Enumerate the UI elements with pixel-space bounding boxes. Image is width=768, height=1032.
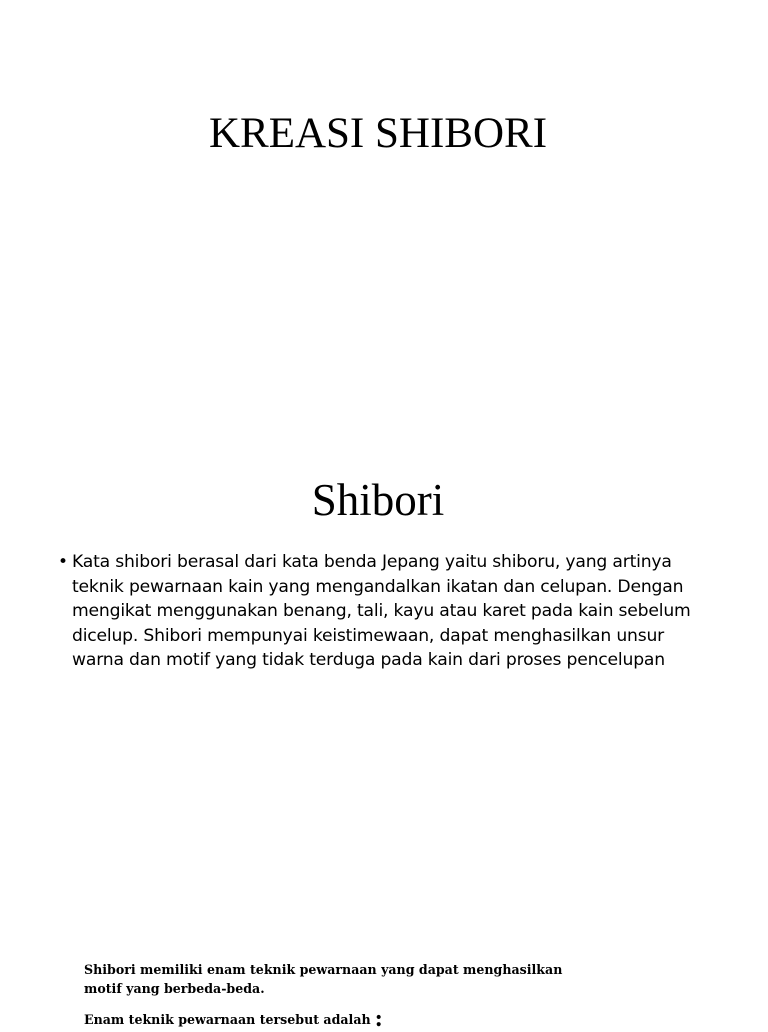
techniques-list-lead <box>84 1006 383 1032</box>
techniques-list-lead-text: Enam teknik pewarnaan tersebut adalah <box>84 1012 371 1027</box>
slide-shibori-heading: Shibori <box>311 475 445 525</box>
bullet-item <box>58 550 718 673</box>
bullet-text: Kata shibori berasal dari kata benda Jepang yaitu shiboru, yang artinya teknik pewarnaan kain yang mengandalkan ikatan dan celupan. Dengan mengikat menggunakan benang, tali, kayu atau karet pada kain sebelum dicelup. Shibori mempunyai keistimewaan, dapat menghasilkan unsur warna dan motif yang tidak terduga pada kain dari proses pencelupan <box>72 552 691 670</box>
slide-techniques <box>0 940 768 1032</box>
slide-title-heading: KREASI SHIBORI <box>208 110 548 157</box>
slide-shibori <box>0 420 768 940</box>
bullet-list <box>58 550 718 673</box>
techniques-list-lead-colon: : <box>374 1006 383 1032</box>
bullet-dot-icon: • <box>58 552 68 572</box>
techniques-intro-text: Shibori memiliki enam teknik pewarnaan yang dapat menghasilkan motif yang berbeda-beda. <box>84 962 563 996</box>
slide-title <box>0 0 768 420</box>
